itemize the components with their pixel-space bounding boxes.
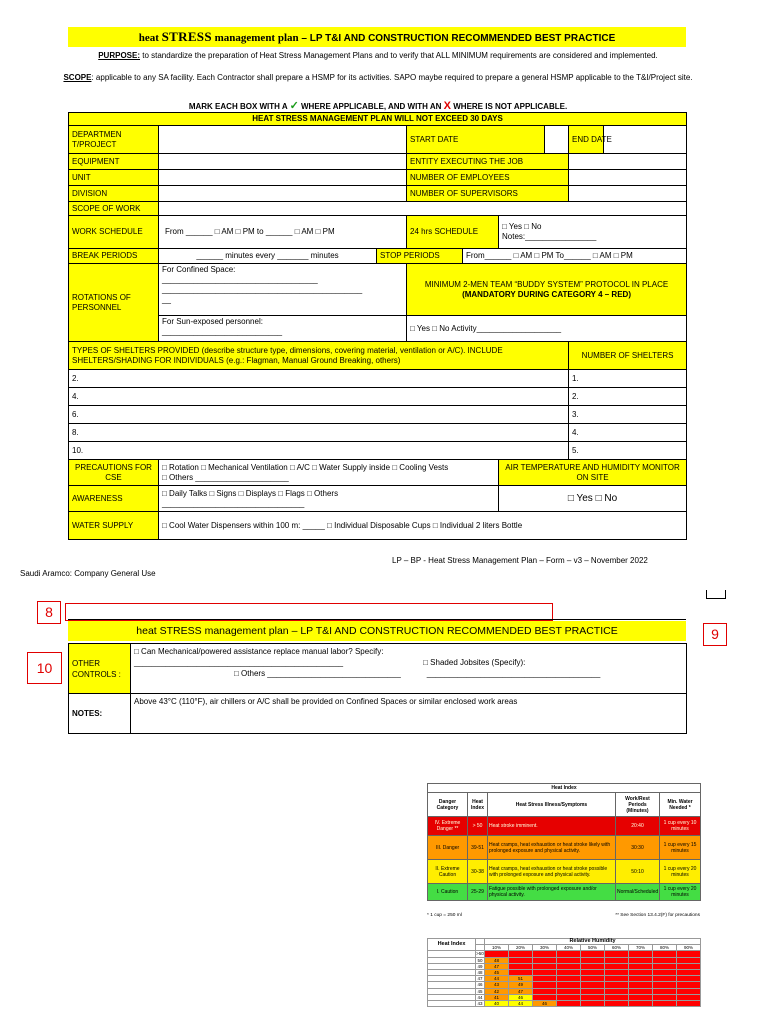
hi-row-caution: I. Caution 25-29 Fatigue possible with prolonged exposure and/or physical activity. Normal/Scheduled 1 cup every 20 minutes — [428, 884, 701, 901]
page-corner-mark — [706, 590, 726, 599]
shelter-row-left[interactable]: 2. — [69, 370, 569, 388]
department-label: DEPARTMEN T/PROJECT — [69, 126, 159, 154]
hi-row-danger: III. Danger 39-51 Heat cramps, heat exhaustion or heat stroke likely with prolonged exposure and physical activity. 30:30 1 cup every 15 minutes — [428, 836, 701, 860]
shelters-header: TYPES OF SHELTERS PROVIDED (describe structure type, dimensions, covering material, ventilation or A/C). INCLUDE SHELTERS/SHADING FOR INDIVIDUALS (e.g.: Flagman, Manual Ground Breaking, others) — [69, 342, 569, 370]
rh-cell: 43 — [485, 982, 509, 988]
rh-temp: 47 — [477, 976, 483, 982]
rh-temp: 44 — [477, 994, 483, 1000]
hi-row-extreme-caution: II. Extreme Caution 30-38 Heat cramps, heat exhaustion or heat stroke possible with prolonged exposure and physical activity. 50:10 1 cup every 20 minutes — [428, 860, 701, 884]
form-id-footer: LP – BP - Heat Stress Management Plan – Form – v3 – November 2022 — [392, 556, 648, 565]
form-title-page2: heat STRESS management plan – LP T&I AND CONSTRUCTION RECOMMENDED BEST PRACTICE — [68, 621, 686, 641]
num-employees-field[interactable] — [569, 170, 687, 186]
shelter-row-left[interactable]: 6. — [69, 406, 569, 424]
equipment-label: EQUIPMENT — [69, 154, 159, 170]
shelter-row-right[interactable]: 4. — [569, 424, 687, 442]
notes-label: NOTES: — [69, 694, 131, 734]
shelter-row-left[interactable]: 4. — [69, 388, 569, 406]
entity-label: ENTITY EXECUTING THE JOB — [407, 154, 569, 170]
num-supervisors-field[interactable] — [569, 186, 687, 202]
sun-exposed-field[interactable]: For Sun-exposed personnel: ___________________________ — [159, 316, 407, 342]
hi-header: Min. Water Needed * — [660, 793, 701, 817]
hi-header: Danger Category — [428, 793, 468, 817]
rh-cell: 46 — [509, 994, 533, 1000]
hi-header: Heat Index — [468, 793, 488, 817]
rh-cell: 45 — [485, 970, 509, 976]
unit-label: UNIT — [69, 170, 159, 186]
rh-temp: 43 — [477, 1001, 483, 1007]
page2-top-rule — [68, 619, 686, 620]
precautions-label: PRECAUTIONS FOR CSE — [69, 460, 159, 486]
awareness-field[interactable]: □ Daily Talks □ Signs □ Displays □ Flags □ Others ________________________________ — [159, 486, 499, 512]
rh-cell — [653, 1001, 677, 1007]
scope-of-work-label: SCOPE OF WORK — [69, 202, 159, 216]
24hrs-schedule-field[interactable] — [499, 216, 687, 249]
hsmp-form-table — [68, 112, 687, 540]
buddy-system-field[interactable]: □ Yes □ No Activity___________________ — [407, 316, 687, 342]
rh-cell: 42 — [485, 988, 509, 994]
rh-temp: 45 — [477, 988, 483, 994]
division-label: DIVISION — [69, 186, 159, 202]
stop-periods-label: STOP PERIODS — [377, 249, 463, 264]
24hrs-schedule-label: 24 hrs SCHEDULE — [407, 216, 499, 249]
rh-cell: 47 — [509, 988, 533, 994]
rh-cell: 44 — [509, 1001, 533, 1007]
other-controls-label: OTHER CONTROLS : — [69, 644, 131, 694]
rotations-label: ROTATIONS OF PERSONNEL — [69, 264, 159, 342]
rh-temp: 49 — [477, 963, 483, 969]
num-employees-label: NUMBER OF EMPLOYEES — [407, 170, 569, 186]
buddy-system-label: MINIMUM 2-MEN TEAM “BUDDY SYSTEM” PROTOCOL IN PLACE (MANDATORY DURING CATEGORY 4 – RED) — [407, 264, 687, 316]
stop-periods-field[interactable]: From______ □ AM □ PM To______ □ AM □ PM — [463, 249, 687, 264]
rh-title: Relative Humidity — [485, 939, 701, 945]
rh-spacer — [428, 1001, 476, 1007]
classification-footer: Saudi Aramco: Company General Use — [20, 569, 156, 578]
rh-temp: >50 — [476, 951, 484, 957]
start-date-field[interactable] — [545, 126, 569, 154]
plan-limit-header: HEAT STRESS MANAGEMENT PLAN WILL NOT EXCEED 30 DAYS — [69, 113, 687, 126]
24hrs-yes-no[interactable]: □ Yes □ No — [502, 222, 542, 231]
end-date-label: END DATE — [569, 126, 604, 154]
break-periods-field[interactable]: ______ minutes every _______ minutes — [159, 249, 377, 264]
rh-cell — [581, 1001, 605, 1007]
page2-form-table — [68, 643, 687, 734]
rh-row-header: Heat Index — [428, 939, 476, 951]
work-schedule-field[interactable]: From ______ □ AM □ PM to ______ □ AM □ PM — [159, 216, 407, 249]
precautions-field[interactable]: □ Rotation □ Mechanical Ventilation □ A/C □ Water Supply inside □ Cooling Vests □ Others _____________________ — [159, 460, 499, 486]
num-shelters-header: NUMBER OF SHELTERS — [569, 342, 687, 370]
rh-cell — [629, 1001, 653, 1007]
end-date-field[interactable] — [604, 126, 687, 154]
num-supervisors-label: NUMBER OF SUPERVISORS — [407, 186, 569, 202]
division-field[interactable] — [159, 186, 407, 202]
purpose-text: PURPOSE: to standardize the preparation of Heat Stress Management Plans and to verify that ALL MINIMUM requirements are considered and implemented. — [98, 51, 658, 60]
humidity-table: Heat Index Relative Humidity 10% 20% 30% 40% 50% 60% 70% 80% 90% >50 50 48 49 47 48 45 47 44 51 46 43 49 45 42 47 44 41 46 43 40 44 46 — [427, 938, 701, 1007]
rh-cell: 47 — [485, 963, 509, 969]
confined-space-field[interactable]: For Confined Space: ___________________________________ _____________________________________________ __ — [159, 264, 407, 316]
shelter-row-right[interactable]: 1. — [569, 370, 687, 388]
rh-cell: 40 — [485, 1001, 509, 1007]
water-supply-label: WATER SUPPLY — [69, 512, 159, 540]
notes-field[interactable]: Above 43°C (110°F), air chillers or A/C shall be provided on Confined Spaces or similar enclosed work areas — [131, 694, 687, 734]
start-date-label: START DATE — [407, 126, 545, 154]
awareness-label: AWARENESS — [69, 486, 159, 512]
break-periods-label: BREAK PERIODS — [69, 249, 159, 264]
shelter-row-right[interactable]: 3. — [569, 406, 687, 424]
department-field[interactable] — [159, 126, 407, 154]
rh-cell: 46 — [533, 1001, 557, 1007]
heat-index-table — [427, 783, 701, 901]
rh-cell: 41 — [485, 994, 509, 1000]
rh-cell: 48 — [485, 957, 509, 963]
rh-cell — [677, 1001, 701, 1007]
shelter-row-left[interactable]: 10. — [69, 442, 569, 460]
rh-cell — [605, 1001, 629, 1007]
rh-temp: 50 — [477, 957, 483, 963]
annotation-10: 10 — [27, 652, 62, 684]
shelter-row-right[interactable]: 2. — [569, 388, 687, 406]
rh-temp: 48 — [477, 970, 483, 976]
rh-cell — [557, 1001, 581, 1007]
check-icon: ✓ — [289, 100, 299, 112]
entity-field[interactable] — [569, 154, 687, 170]
rh-cell: 51 — [509, 976, 533, 982]
equipment-field[interactable] — [159, 154, 407, 170]
annotation-9: 9 — [703, 623, 727, 646]
water-supply-field[interactable]: □ Cool Water Dispensers within 100 m: _____ □ Individual Disposable Cups □ Individual 2 liters Bottle — [159, 512, 687, 540]
x-icon: X — [443, 100, 452, 112]
heat-index-footnotes: * 1 cup = 250 ml ** See Section 13.4.2(F) for precautions — [427, 913, 700, 918]
rh-cell: 44 — [485, 976, 509, 982]
form-title: heat STRESS management plan – LP T&I AND CONSTRUCTION RECOMMENDED BEST PRACTICE — [68, 27, 686, 47]
shelter-row-left[interactable]: 8. — [69, 424, 569, 442]
unit-field[interactable] — [159, 170, 407, 186]
rh-row — [428, 1001, 701, 1007]
hi-header: Work/Rest Periods (Minutes) — [616, 793, 660, 817]
scope-of-work-field[interactable] — [159, 202, 687, 216]
heat-index-title: Heat Index — [428, 784, 701, 793]
annotation-8: 8 — [37, 601, 61, 624]
rh-cell: 49 — [509, 982, 533, 988]
24hrs-notes[interactable]: Notes:________________ — [502, 232, 597, 241]
other-controls-field[interactable]: □ Can Mechanical/powered assistance replace manual labor? Specify: _______________________________________________ □ Shaded Jobsites (Specify): □ Others ______________________________ _______________________________________ — [131, 644, 687, 694]
hi-row-extreme-danger: IV. Extreme Danger ** > 50 Heat stroke imminent. 20:40 1 cup every 10 minutes — [428, 817, 701, 836]
air-temp-yes-no[interactable]: □ Yes □ No — [499, 486, 687, 512]
work-schedule-label: WORK SCHEDULE — [69, 216, 159, 249]
marking-instructions: MARK EACH BOX WITH A ✓ WHERE APPLICABLE, AND WITH AN X WHERE IS NOT APPLICABLE. — [188, 100, 568, 112]
shelter-row-right[interactable]: 5. — [569, 442, 687, 460]
hi-header: Heat Stress Illness/Symptoms — [488, 793, 616, 817]
rh-temp: 46 — [477, 982, 483, 988]
scope-text: SCOPE: applicable to any SA facility. Each Contractor shall prepare a HSMP for its activities. SAPO maybe required to prepare a general HSMP applicable to the T&I/Project site. — [63, 73, 693, 82]
air-temp-label: AIR TEMPERATURE AND HUMIDITY MONITOR ON SITE — [499, 460, 687, 486]
